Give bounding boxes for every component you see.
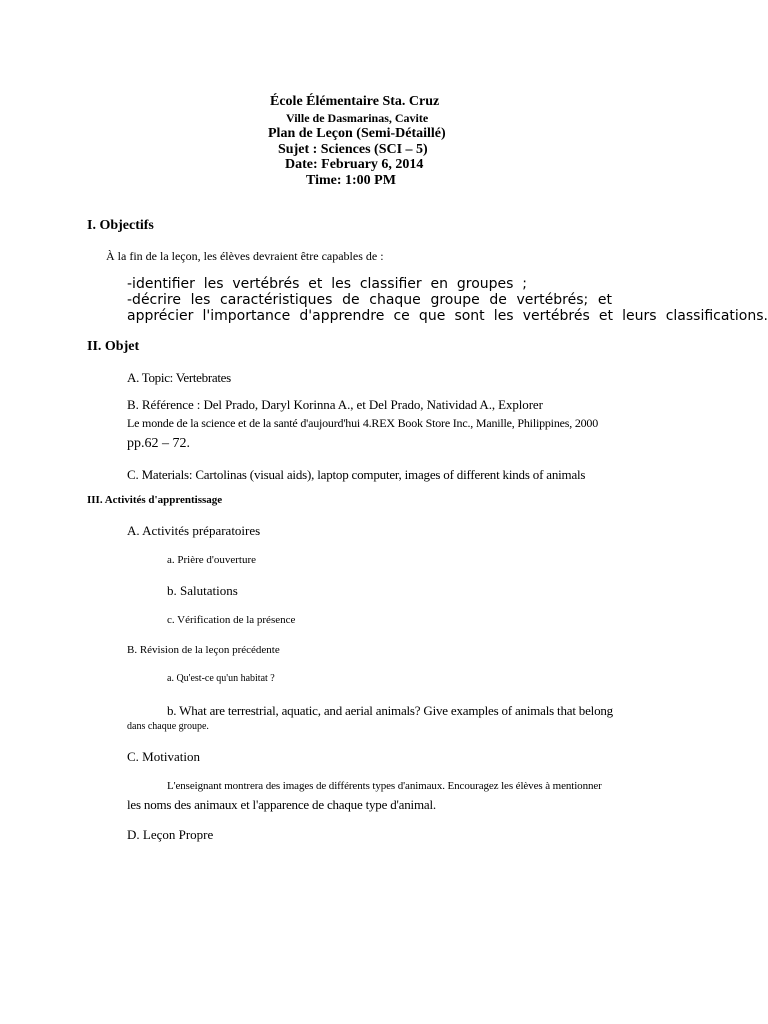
reference-line: B. Référence : Del Prado, Daryl Korinna A., et Del Prado, Natividad A., Explorer bbox=[127, 397, 543, 412]
city-line: Ville de Dasmarinas, Cavite bbox=[286, 111, 429, 125]
materials-line: C. Materials: Cartolinas (visual aids), laptop computer, images of different kinds of animals bbox=[127, 467, 586, 482]
subject-line: Sujet : Sciences (SCI – 5) bbox=[278, 142, 428, 157]
objectives-heading: I. Objectifs bbox=[87, 218, 154, 233]
objective-item-2: -décrire les caractéristiques de chaque groupe de vertébrés; et bbox=[127, 292, 612, 308]
topic-line: A. Topic: Vertebrates bbox=[127, 370, 231, 385]
prep-item-b: b. Salutations bbox=[167, 583, 238, 598]
object-heading: II. Objet bbox=[87, 339, 140, 354]
school-name: École Élémentaire Sta. Cruz bbox=[270, 94, 440, 109]
objective-item-3: apprécier l'importance d'apprendre ce que sont les vertébrés et leurs classifications. bbox=[127, 308, 768, 324]
time-line: Time: 1:00 PM bbox=[306, 173, 396, 188]
motivation-heading: C. Motivation bbox=[127, 749, 200, 764]
review-item-b: b. What are terrestrial, aquatic, and aerial animals? Give examples of animals that belong bbox=[167, 703, 613, 718]
plan-title: Plan de Leçon (Semi-Détaillé) bbox=[268, 126, 446, 141]
prep-item-a: a. Prière d'ouverture bbox=[167, 554, 257, 566]
prep-item-c: c. Vérification de la présence bbox=[167, 614, 296, 626]
review-heading: B. Révision de la leçon précédente bbox=[127, 644, 280, 656]
prep-activities: A. Activités préparatoires bbox=[127, 523, 261, 538]
reference-pages: pp.62 – 72. bbox=[127, 436, 190, 451]
motivation-text-1: L'enseignant montrera des images de différents types d'animaux. Encouragez les élèves à mentionner bbox=[167, 780, 602, 792]
review-item-a: a. Qu'est-ce qu'un habitat ? bbox=[167, 673, 275, 684]
review-item-b-cont: dans chaque groupe. bbox=[127, 721, 209, 732]
reference-line-2: Le monde de la science et de la santé d'aujourd'hui 4.REX Book Store Inc., Manille, Philippines, 2000 bbox=[127, 416, 599, 430]
activities-heading: III. Activités d'apprentissage bbox=[87, 494, 223, 506]
date-line: Date: February 6, 2014 bbox=[285, 157, 424, 172]
objectives-intro: À la fin de la leçon, les élèves devraient être capables de : bbox=[106, 249, 384, 263]
motivation-text-2: les noms des animaux et l'apparence de chaque type d'animal. bbox=[127, 797, 436, 812]
objective-item-1: -identifier les vertébrés et les classifier en groupes ; bbox=[127, 276, 527, 292]
lesson-heading: D. Leçon Propre bbox=[127, 827, 214, 842]
